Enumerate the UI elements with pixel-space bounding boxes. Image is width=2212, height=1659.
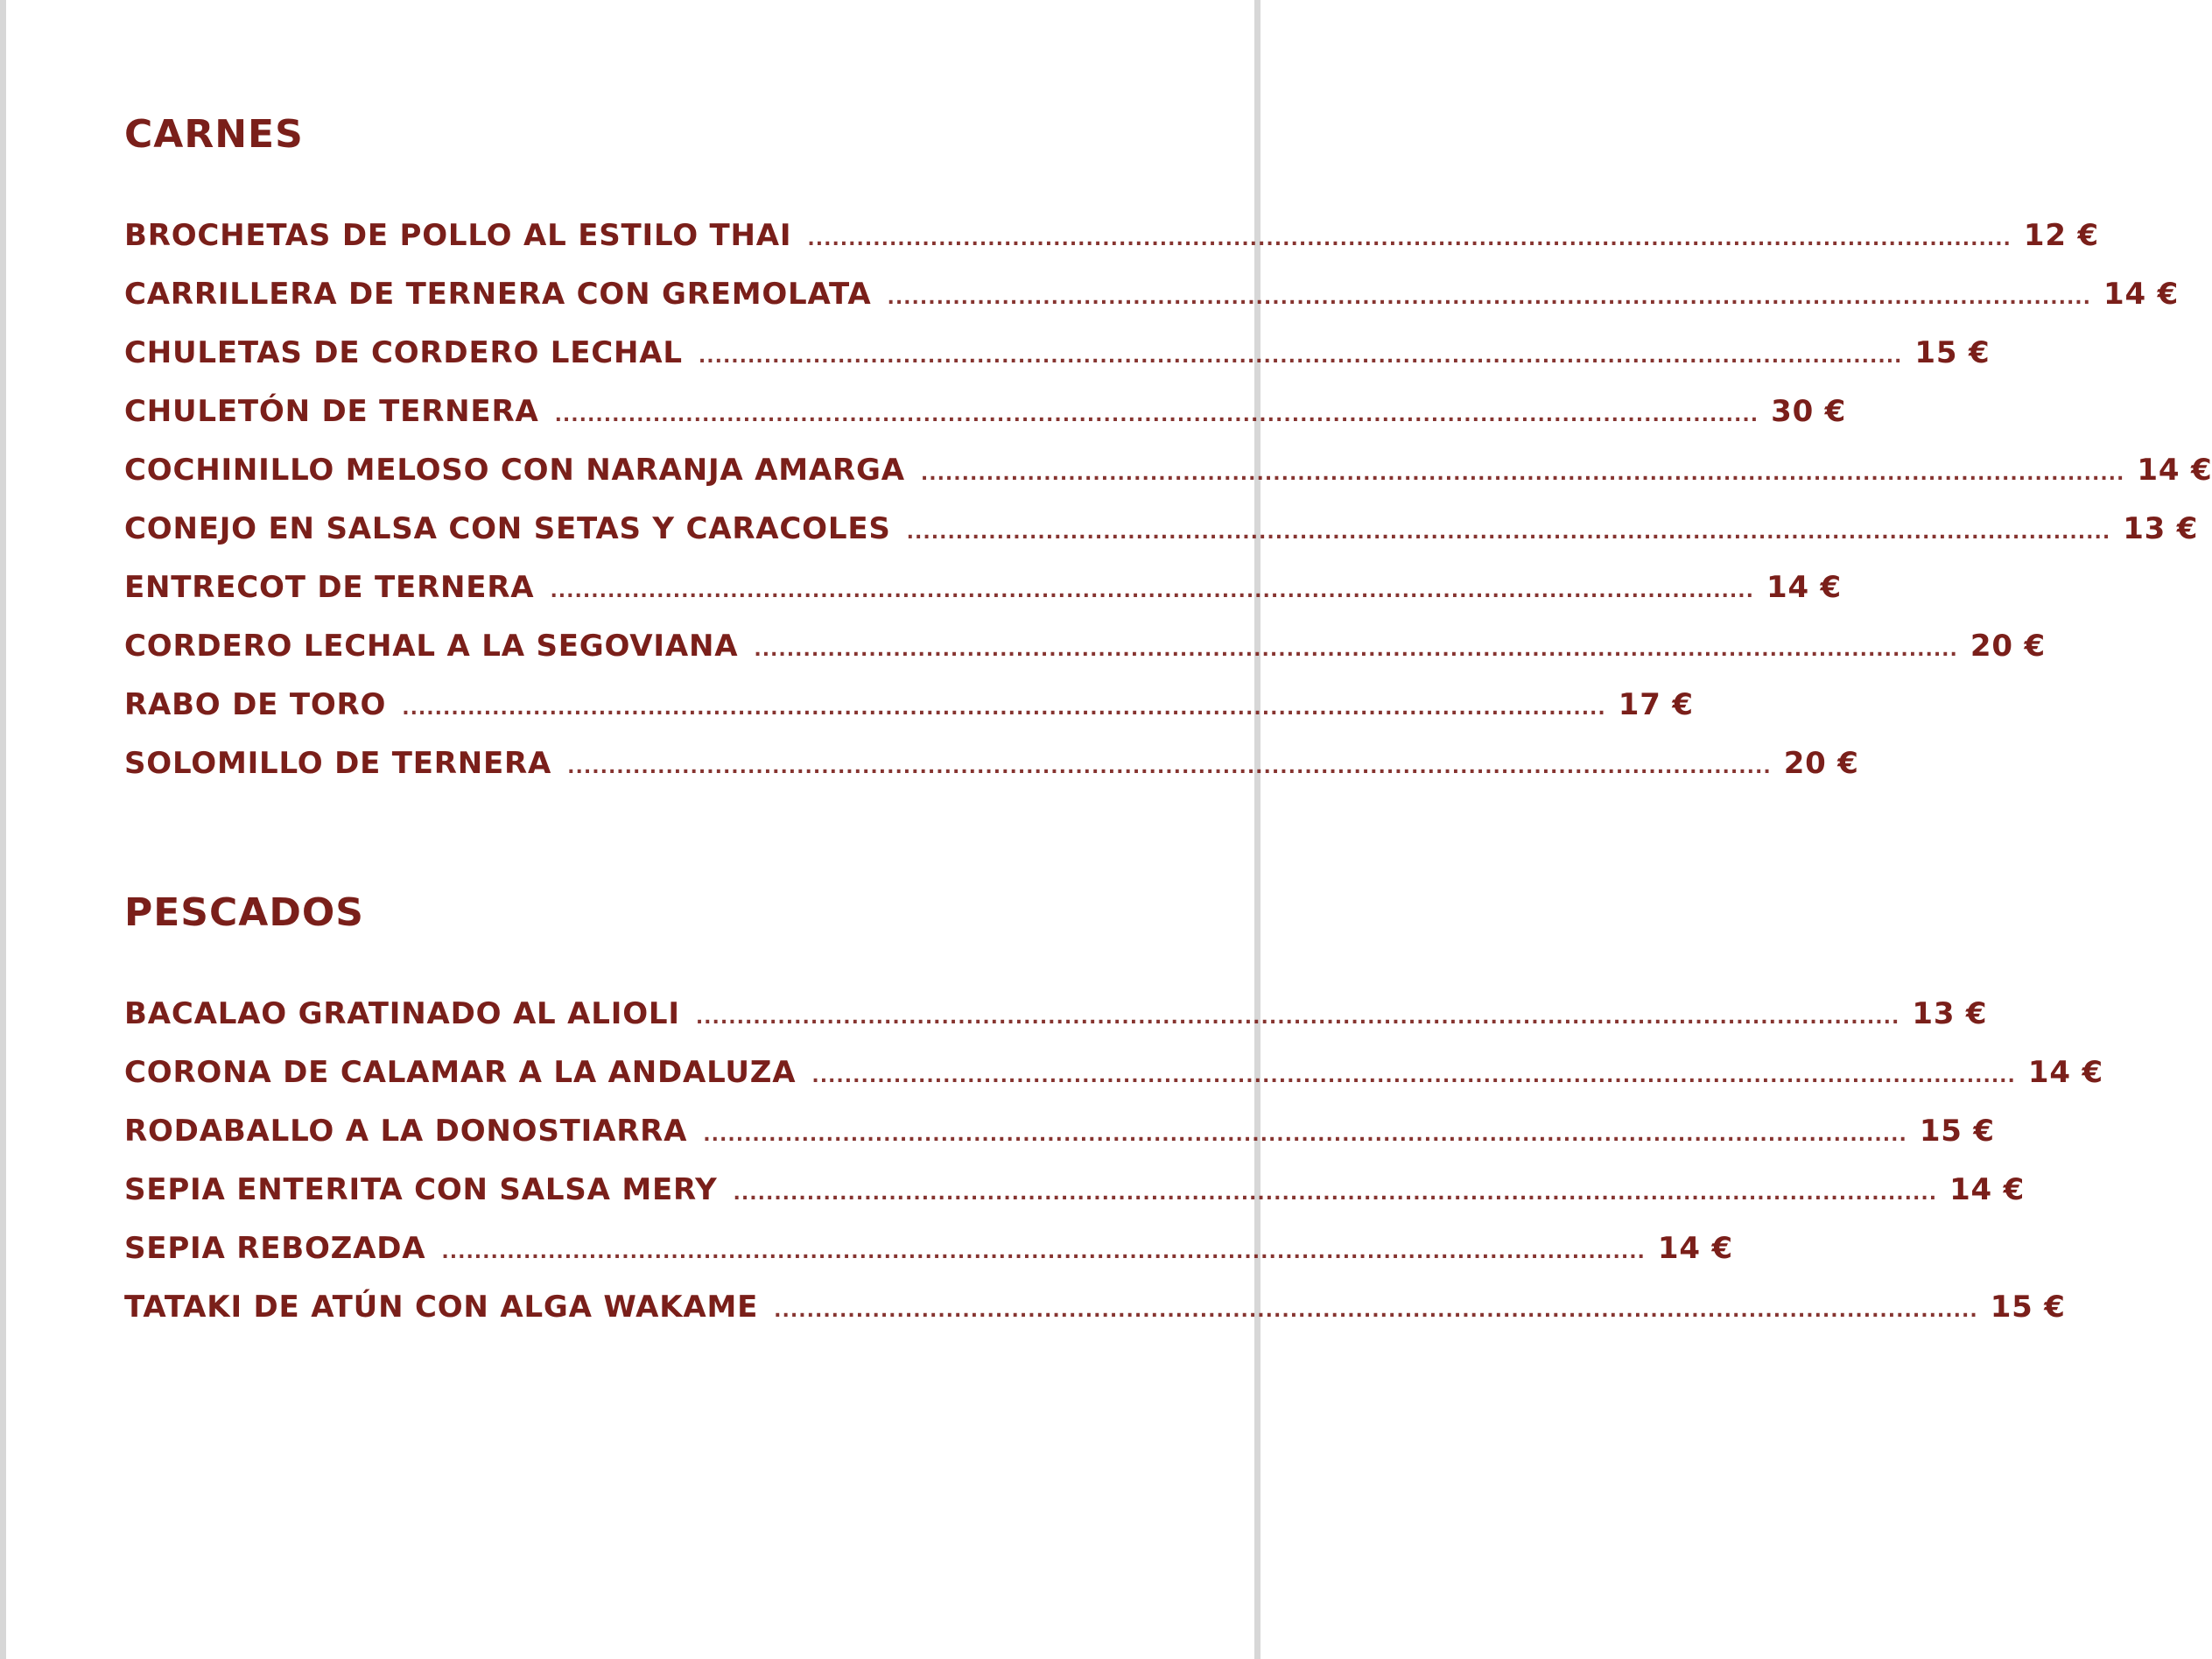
item-price: 20 € bbox=[1970, 629, 2046, 664]
dot-leader: ................................................................................................................................................... bbox=[807, 228, 2012, 250]
item-list-pescados bbox=[124, 996, 2103, 1351]
dot-leader: ................................................................................................................................................... bbox=[402, 698, 1606, 720]
menu-item bbox=[124, 277, 2180, 338]
item-price: 13 € bbox=[2123, 511, 2199, 546]
menu-item bbox=[124, 1114, 1995, 1175]
item-name: CARRILLERA DE TERNERA CON GREMOLATA bbox=[124, 277, 872, 312]
dot-leader: ................................................................................................................................................... bbox=[906, 522, 2111, 544]
item-name: CONEJO EN SALSA CON SETAS Y CARACOLES bbox=[124, 511, 891, 546]
item-name: CORDERO LECHAL A LA SEGOVIANA bbox=[124, 629, 739, 664]
item-price: 30 € bbox=[1771, 394, 1847, 429]
section-carnes bbox=[124, 112, 2212, 807]
item-price: 14 € bbox=[1949, 1172, 2026, 1207]
menu-item bbox=[124, 453, 2212, 514]
item-price: 14 € bbox=[1657, 1231, 1733, 1266]
item-price: 15 € bbox=[1914, 335, 1991, 370]
dot-leader: ................................................................................................................................................... bbox=[550, 580, 1754, 602]
section-title-carnes: CARNES bbox=[124, 112, 304, 157]
menu-item bbox=[124, 629, 2046, 690]
dot-leader: ................................................................................................................................................... bbox=[567, 756, 1772, 778]
dot-leader: ................................................................................................................................................... bbox=[733, 1183, 1938, 1205]
item-price: 14 € bbox=[2137, 453, 2212, 488]
item-name: CORONA DE CALAMAR A LA ANDALUZA bbox=[124, 1055, 797, 1090]
section-pescados bbox=[124, 890, 2103, 1351]
dot-leader: ................................................................................................................................................... bbox=[920, 463, 2125, 485]
menu-item bbox=[124, 746, 1859, 807]
dot-leader: ................................................................................................................................................... bbox=[754, 639, 1958, 661]
menu-item bbox=[124, 511, 2199, 573]
menu-item bbox=[124, 1290, 2066, 1351]
menu-page bbox=[124, 0, 2212, 1351]
menu-item bbox=[124, 394, 1847, 455]
item-list-carnes bbox=[124, 218, 2212, 807]
item-price: 14 € bbox=[2103, 277, 2180, 312]
item-price: 15 € bbox=[1919, 1114, 1995, 1149]
dot-leader: ................................................................................................................................................... bbox=[703, 1124, 1907, 1146]
item-price: 14 € bbox=[1766, 570, 1842, 605]
item-name: ENTRECOT DE TERNERA bbox=[124, 570, 535, 605]
dot-leader: ................................................................................................................................................... bbox=[441, 1241, 1646, 1263]
dot-leader: ................................................................................................................................................... bbox=[695, 1007, 1900, 1029]
item-name: SEPIA ENTERITA CON SALSA MERY bbox=[124, 1172, 718, 1207]
dot-leader: ................................................................................................................................................... bbox=[554, 404, 1759, 426]
dot-leader: ................................................................................................................................................... bbox=[887, 287, 2092, 309]
item-price: 17 € bbox=[1618, 687, 1694, 722]
dot-leader: ................................................................................................................................................... bbox=[774, 1300, 1978, 1322]
item-name: TATAKI DE ATÚN CON ALGA WAKAME bbox=[124, 1290, 759, 1325]
item-price: 13 € bbox=[1912, 996, 1988, 1031]
item-price: 12 € bbox=[2023, 218, 2099, 253]
item-name: CHULETÓN DE TERNERA bbox=[124, 394, 539, 429]
item-name: RABO DE TORO bbox=[124, 687, 387, 722]
item-price: 20 € bbox=[1783, 746, 1859, 781]
item-name: RODABALLO A LA DONOSTIARRA bbox=[124, 1114, 688, 1149]
item-name: COCHINILLO MELOSO CON NARANJA AMARGA bbox=[124, 453, 905, 488]
item-name: BACALAO GRATINADO AL ALIOLI bbox=[124, 996, 680, 1031]
item-name: CHULETAS DE CORDERO LECHAL bbox=[124, 335, 683, 370]
menu-item bbox=[124, 218, 2099, 279]
menu-item bbox=[124, 687, 1694, 749]
item-price: 14 € bbox=[2027, 1055, 2103, 1090]
item-name: SOLOMILLO DE TERNERA bbox=[124, 746, 552, 781]
item-name: BROCHETAS DE POLLO AL ESTILO THAI bbox=[124, 218, 792, 253]
menu-item bbox=[124, 570, 1842, 631]
menu-item bbox=[124, 1055, 2103, 1116]
dot-leader: ................................................................................................................................................... bbox=[698, 346, 1903, 368]
item-price: 15 € bbox=[1990, 1290, 2066, 1325]
menu-item bbox=[124, 1231, 1733, 1292]
item-name: SEPIA REBOZADA bbox=[124, 1231, 426, 1266]
dot-leader: ................................................................................................................................................... bbox=[811, 1065, 2016, 1087]
menu-item bbox=[124, 335, 1991, 397]
menu-item bbox=[124, 996, 1988, 1058]
section-title-pescados: PESCADOS bbox=[124, 890, 364, 935]
menu-item bbox=[124, 1172, 2026, 1234]
